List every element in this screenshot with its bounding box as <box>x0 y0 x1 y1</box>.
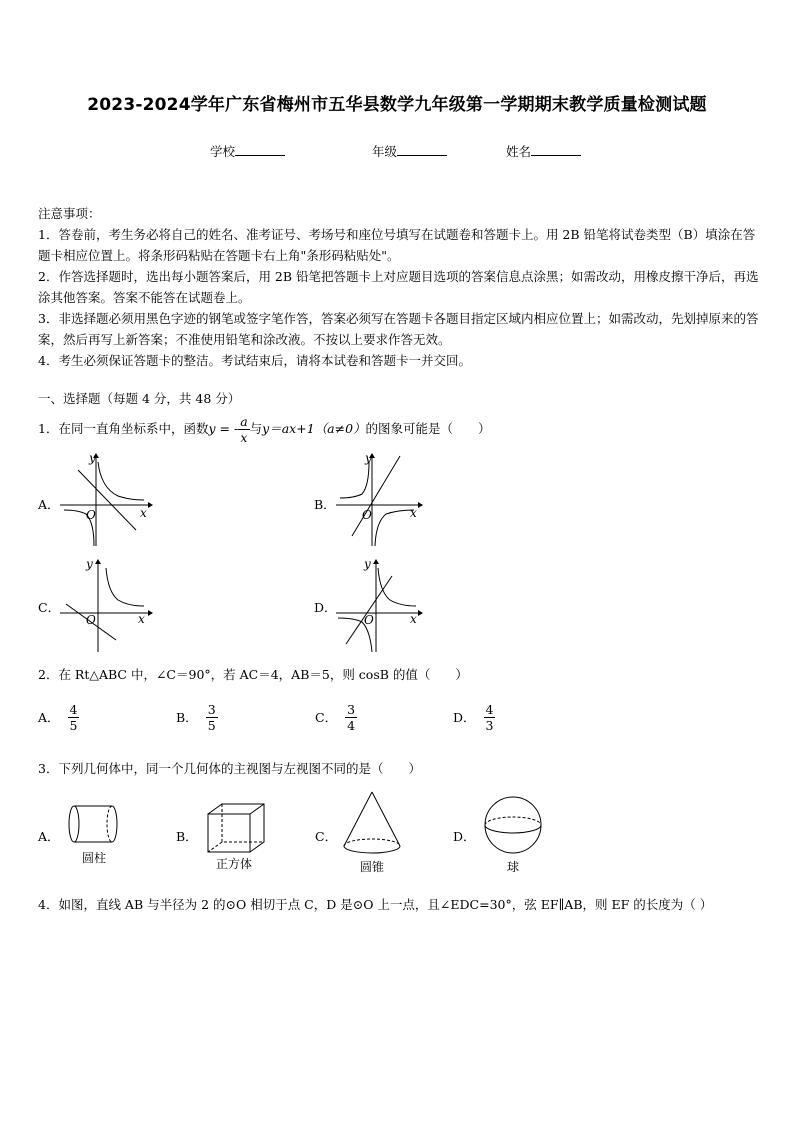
q2-option-a <box>38 702 79 733</box>
q1-option-b-label: B． <box>314 497 336 512</box>
origin-label: O <box>86 508 96 522</box>
q1-option-a-label: A． <box>38 497 60 512</box>
question-1-stem <box>38 414 491 445</box>
q1-frac-den: x <box>240 430 248 445</box>
q3-option-c-label: C． <box>315 829 338 844</box>
q3-option-b-label: B． <box>176 829 198 844</box>
fraction-denominator: 3 <box>485 718 494 733</box>
origin-label: O <box>364 613 374 627</box>
q2-option-b-fraction <box>206 702 218 733</box>
grade-field <box>372 142 447 160</box>
y-axis-label: y <box>364 557 371 571</box>
sphere-figure <box>480 796 546 856</box>
cube-figure <box>202 802 272 854</box>
q1-graph-a <box>56 450 156 550</box>
fraction-denominator: 5 <box>207 718 216 733</box>
note-item: 4．考生必须保证答题卡的整洁。考试结束后，请将本试卷和答题卡一并交回。 <box>38 353 471 368</box>
q2-option-a-label: A． <box>38 710 60 725</box>
q1-option-c-label: C． <box>38 600 61 615</box>
grade-label: 年级 <box>372 144 398 159</box>
cone-figure <box>338 790 406 858</box>
note-item: 3．非选择题必须用黑色字迹的钢笔或签字笔作答，答案必须写在答题卡各题目指定区域内相应位置上；如需改动，先划掉原来的答案，然后再写上新答案；不准使用铅笔和涂改液。不按以上要求作答无效。 <box>38 311 759 347</box>
x-axis-label: x <box>410 506 417 520</box>
q2-option-a-fraction <box>68 702 80 733</box>
y-axis-label: y <box>89 451 96 465</box>
fraction-numerator: 4 <box>69 702 78 717</box>
q1-func1-lhs: y = - <box>208 421 239 436</box>
q2-option-c-label: C． <box>315 710 338 725</box>
origin-label: O <box>86 613 96 627</box>
q2-option-b-label: B． <box>176 710 198 725</box>
name-field <box>506 142 581 160</box>
school-field <box>210 142 285 160</box>
q1-frac-num: a <box>240 414 248 429</box>
y-axis-label: y <box>86 557 93 571</box>
fraction-denominator: 5 <box>69 718 78 733</box>
fraction-numerator: 3 <box>347 702 356 717</box>
q1-pre: 1．在同一直角坐标系中，函数 <box>38 421 209 436</box>
q2-option-c <box>315 702 357 733</box>
cylinder-figure <box>64 800 124 850</box>
notes-heading: 注意事项： <box>38 206 101 221</box>
x-axis-label: x <box>410 612 417 626</box>
section-heading: 一、选择题（每题 4 分，共 48 分） <box>38 391 241 406</box>
q2-option-b <box>176 702 218 733</box>
q2-option-c-fraction <box>345 702 357 733</box>
cube-caption: 正方体 <box>215 857 252 871</box>
q3-option-d-label: D． <box>453 829 476 844</box>
note-item: 2．作答选择题时，选出每小题答案后，用 2B 铅笔把答题卡上对应题目选项的答案信息点涂黑；如需改动，用橡皮擦干净后，再选涂其他答案。答案不能答在试题卷上。 <box>38 269 759 305</box>
q1-option-d-label: D． <box>314 600 337 615</box>
fraction-numerator: 4 <box>485 702 494 717</box>
fraction-numerator: 3 <box>207 702 216 717</box>
q1-graph-c <box>56 556 156 656</box>
q3-option-a-label: A． <box>38 829 60 844</box>
page-title: 2023-2024学年广东省梅州市五华县数学九年级第一学期期末教学质量检测试题 <box>87 95 707 115</box>
question-3-stem: 3．下列几何体中，同一个几何体的主视图与左视图不同的是（ ） <box>38 761 421 776</box>
question-4-stem: 4．如图，直线 AB 与半径为 2 的⊙O 相切于点 C，D 是⊙O 上一点，且∠EDC=30°，弦 EF∥AB，则 EF 的长度为（ ） <box>38 897 713 912</box>
school-blank <box>235 142 285 156</box>
notes-block <box>38 203 762 371</box>
q2-option-d-label: D． <box>453 710 476 725</box>
grade-blank <box>397 142 447 156</box>
sphere-caption: 球 <box>506 860 519 874</box>
x-axis-label: x <box>138 612 145 626</box>
cone-caption: 圆锥 <box>359 860 384 874</box>
fraction-denominator: 4 <box>347 718 356 733</box>
q2-option-d <box>453 702 495 733</box>
q1-func2: y＝ax+1（a≠0） <box>262 421 366 436</box>
name-label: 姓名 <box>506 144 532 159</box>
y-axis-label: y <box>365 451 372 465</box>
q1-mid: 与 <box>249 421 263 436</box>
q1-graph-b <box>332 450 432 550</box>
name-blank <box>531 142 581 156</box>
origin-label: O <box>362 508 372 522</box>
note-item: 1．答卷前，考生务必将自己的姓名、准考证号、考场号和座位号填写在试题卷和答题卡上。用 2B 铅笔将试卷类型（B）填涂在答题卡相应位置上。将条形码粘贴在答题卡右上角"条形码粘贴处"。 <box>38 227 756 263</box>
school-label: 学校 <box>210 144 236 159</box>
cylinder-caption: 圆柱 <box>81 851 106 865</box>
q2-option-d-fraction <box>484 702 496 733</box>
q1-post: 的图象可能是（ ） <box>365 421 491 436</box>
x-axis-label: x <box>140 506 147 520</box>
q1-fraction <box>238 414 249 445</box>
question-2-stem: 2．在 Rt△ABC 中，∠C＝90°，若 AC＝4，AB＝5，则 cosB 的值（ ） <box>38 667 468 682</box>
q1-graph-d <box>332 556 432 656</box>
